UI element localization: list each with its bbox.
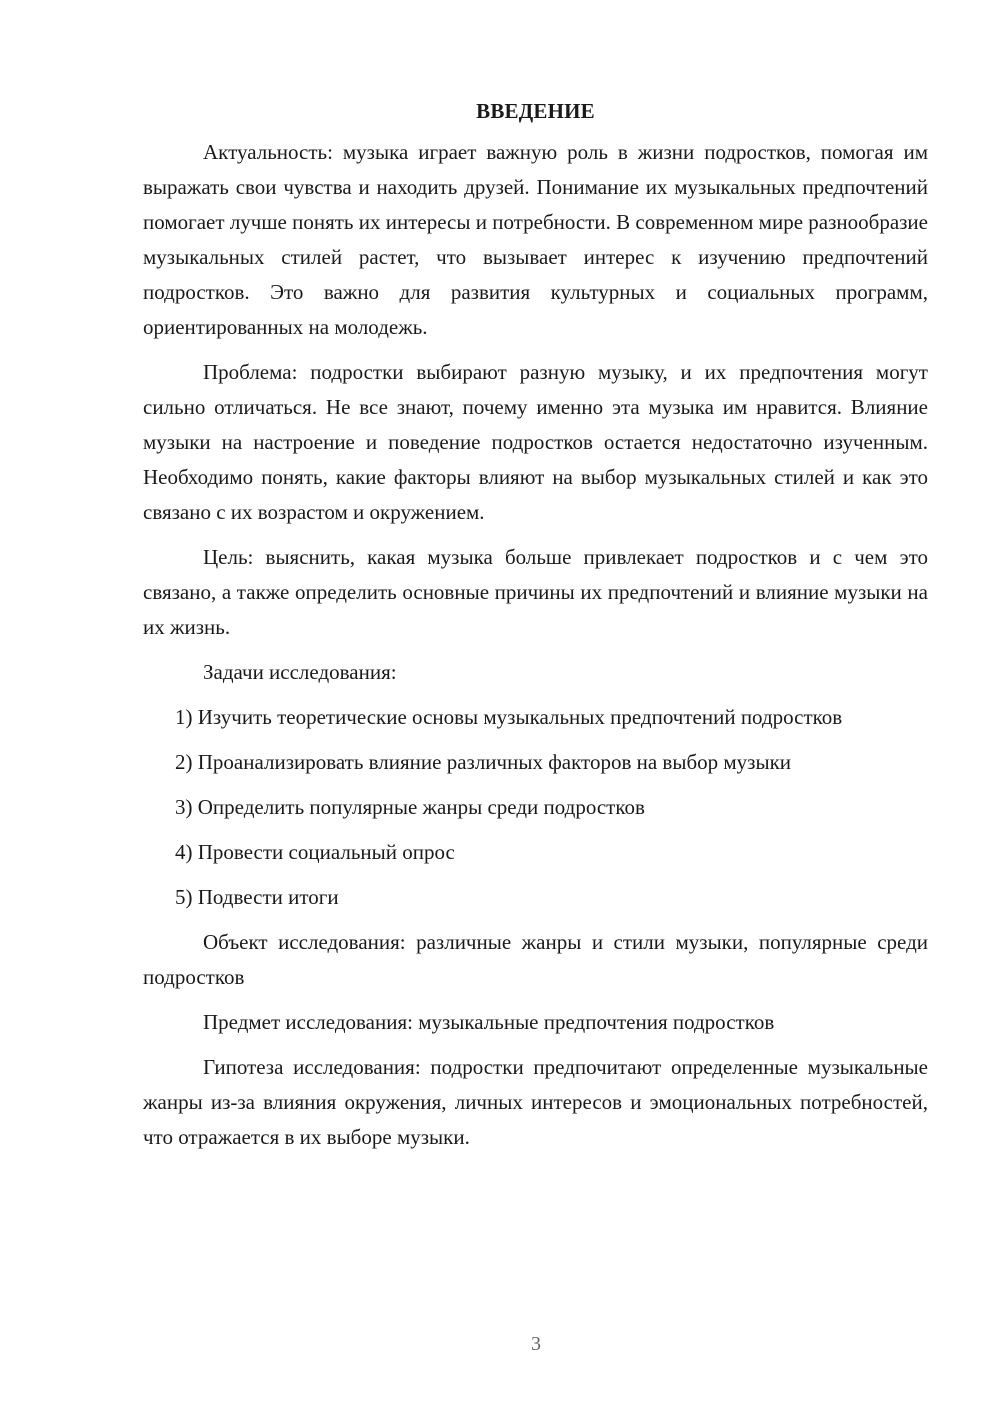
object-paragraph: Объект исследования: различные жанры и стили музыки, популярные среди подростков — [143, 930, 928, 989]
subject-paragraph: Предмет исследования: музыкальные предпочтения подростков — [203, 1010, 775, 1034]
tasks-list — [143, 700, 928, 915]
page-title: ВВЕДЕНИЕ — [476, 99, 595, 123]
relevance-paragraph: Актуальность: музыка играет важную роль в жизни подростков, помогая им выражать свои чувства и находить друзей. Понимание их музыкальных предпочтений помогает лучше понять их интересы и потребности. В современном мире разнообразие музыкальных стилей растет, что вызывает интерес к изучению предпочтений подростков. Это важно для развития культурных и социальных программ, ориентированных на молодежь. — [143, 140, 928, 339]
task-item: 1) Изучить теоретические основы музыкальных предпочтений подростков — [175, 705, 843, 729]
document-page — [143, 94, 928, 1165]
problem-paragraph: Проблема: подростки выбирают разную музыку, и их предпочтения могут сильно отличаться. Не все знают, почему именно эта музыка им нравится. Влияние музыки на настроение и поведение подростков остается недостаточно изученным. Необходимо понять, какие факторы влияют на выбор музыкальных стилей и как это связано с их возрастом и окружением. — [143, 360, 928, 524]
goal-paragraph: Цель: выяснить, какая музыка больше привлекает подростков и с чем это связано, а также определить основные причины их предпочтений и влияние музыки на их жизнь. — [143, 545, 928, 639]
task-item: 2) Проанализировать влияние различных факторов на выбор музыки — [175, 750, 792, 774]
hypothesis-paragraph: Гипотеза исследования: подростки предпочитают определенные музыкальные жанры из-за влияния окружения, личных интересов и эмоциональных потребностей, что отражается в их выборе музыки. — [143, 1055, 928, 1149]
tasks-heading: Задачи исследования: — [203, 660, 397, 684]
page-number: 3 — [531, 1333, 541, 1355]
task-item: 5) Подвести итоги — [175, 885, 339, 909]
task-item: 3) Определить популярные жанры среди подростков — [175, 795, 645, 819]
task-item: 4) Провести социальный опрос — [175, 840, 455, 864]
